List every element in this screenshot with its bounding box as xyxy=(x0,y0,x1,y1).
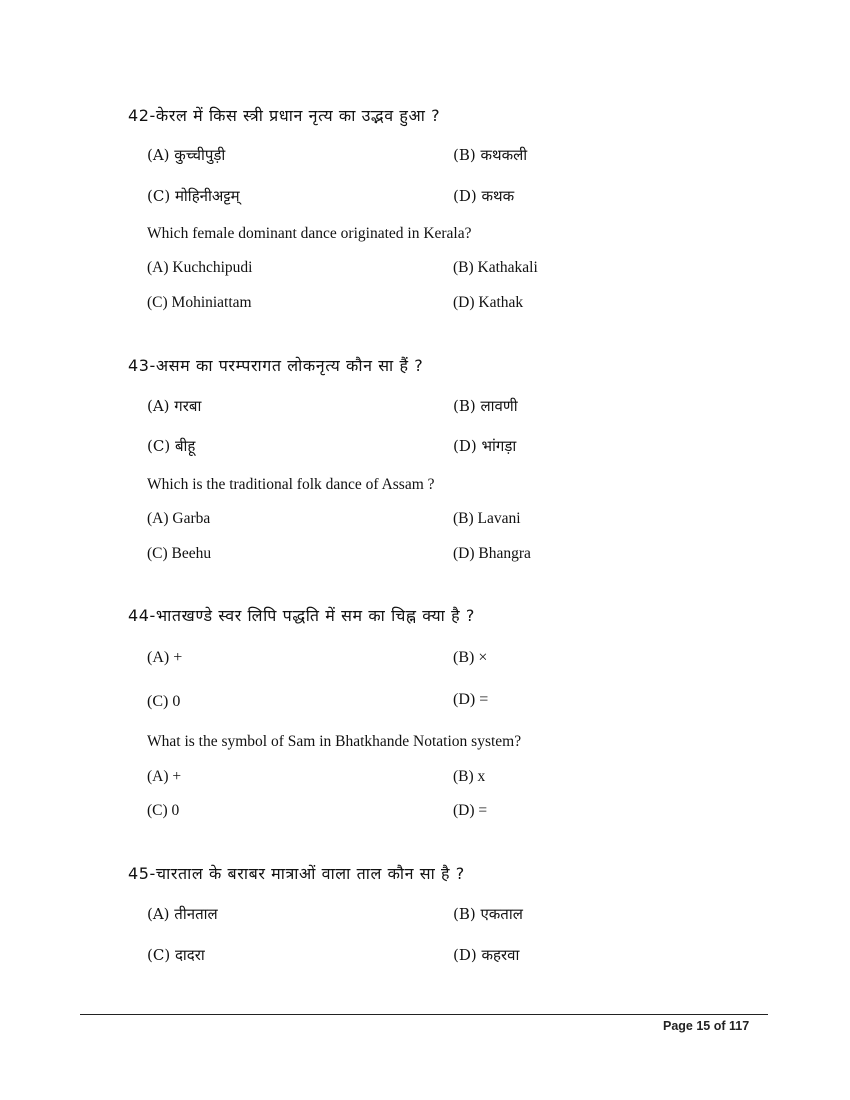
q42-english-option-b: (B) Kathakali xyxy=(453,259,538,276)
question-43-hindi: 43-असम का परम्परागत लोकनृत्य कौन सा हैं ? xyxy=(128,356,424,375)
question-42-english: Which female dominant dance originated in Kerala? xyxy=(147,225,472,242)
footer-rule xyxy=(80,1014,768,1015)
question-44-english: What is the symbol of Sam in Bhatkhande Notation system? xyxy=(147,733,522,750)
q43-hindi-option-b: (B) लावणी xyxy=(453,397,518,415)
q45-hindi-option-a: (A) तीनताल xyxy=(147,905,218,923)
q42-english-option-d: (D) Kathak xyxy=(453,294,524,311)
q42-hindi-option-b: (B) कथकली xyxy=(453,146,528,164)
q45-hindi-option-c: (C) दादरा xyxy=(147,946,205,964)
q45-hindi-option-d: (D) कहरवा xyxy=(453,946,520,964)
q45-hindi-option-b: (B) एकताल xyxy=(453,905,523,923)
question-42-hindi: 42-केरल में किस स्त्री प्रधान नृत्य का उद्भव हुआ ? xyxy=(128,106,441,125)
q43-english-option-d: (D) Bhangra xyxy=(453,545,531,562)
q43-hindi-option-c: (C) बीहू xyxy=(147,437,196,455)
q43-english-option-b: (B) Lavani xyxy=(453,510,521,527)
q44-hindi-option-d: (D) = xyxy=(453,691,489,708)
q43-english-option-a: (A) Garba xyxy=(147,510,211,527)
q42-english-option-c: (C) Mohiniattam xyxy=(147,294,252,311)
q42-hindi-option-c: (C) मोहिनीअट्टम् xyxy=(147,187,240,205)
q42-english-option-a: (A) Kuchchipudi xyxy=(147,259,253,276)
q44-hindi-option-b: (B) × xyxy=(453,649,488,666)
q42-hindi-option-d: (D) कथक xyxy=(453,187,515,205)
q44-english-option-b: (B) x xyxy=(453,768,486,785)
q42-hindi-option-a: (A) कुच्चीपुड़ी xyxy=(147,146,226,164)
q43-hindi-option-d: (D) भांगड़ा xyxy=(453,437,517,455)
q44-hindi-option-a: (A) + xyxy=(147,649,183,666)
q43-english-option-c: (C) Beehu xyxy=(147,545,212,562)
q44-hindi-option-c: (C) 0 xyxy=(147,693,181,710)
q44-english-option-d: (D) = xyxy=(453,802,488,819)
q44-english-option-a: (A) + xyxy=(147,768,182,785)
q43-hindi-option-a: (A) गरबा xyxy=(147,397,202,415)
question-45-hindi: 45-चारताल के बराबर मात्राओं वाला ताल कौन सा है ? xyxy=(128,864,465,883)
q44-english-option-c: (C) 0 xyxy=(147,802,180,819)
question-44-hindi: 44-भातखण्डे स्वर लिपि पद्धति में सम का चिह्न क्या है ? xyxy=(128,606,475,625)
page-number: Page 15 of 117 xyxy=(663,1019,750,1033)
question-43-english: Which is the traditional folk dance of Assam ? xyxy=(147,476,435,493)
